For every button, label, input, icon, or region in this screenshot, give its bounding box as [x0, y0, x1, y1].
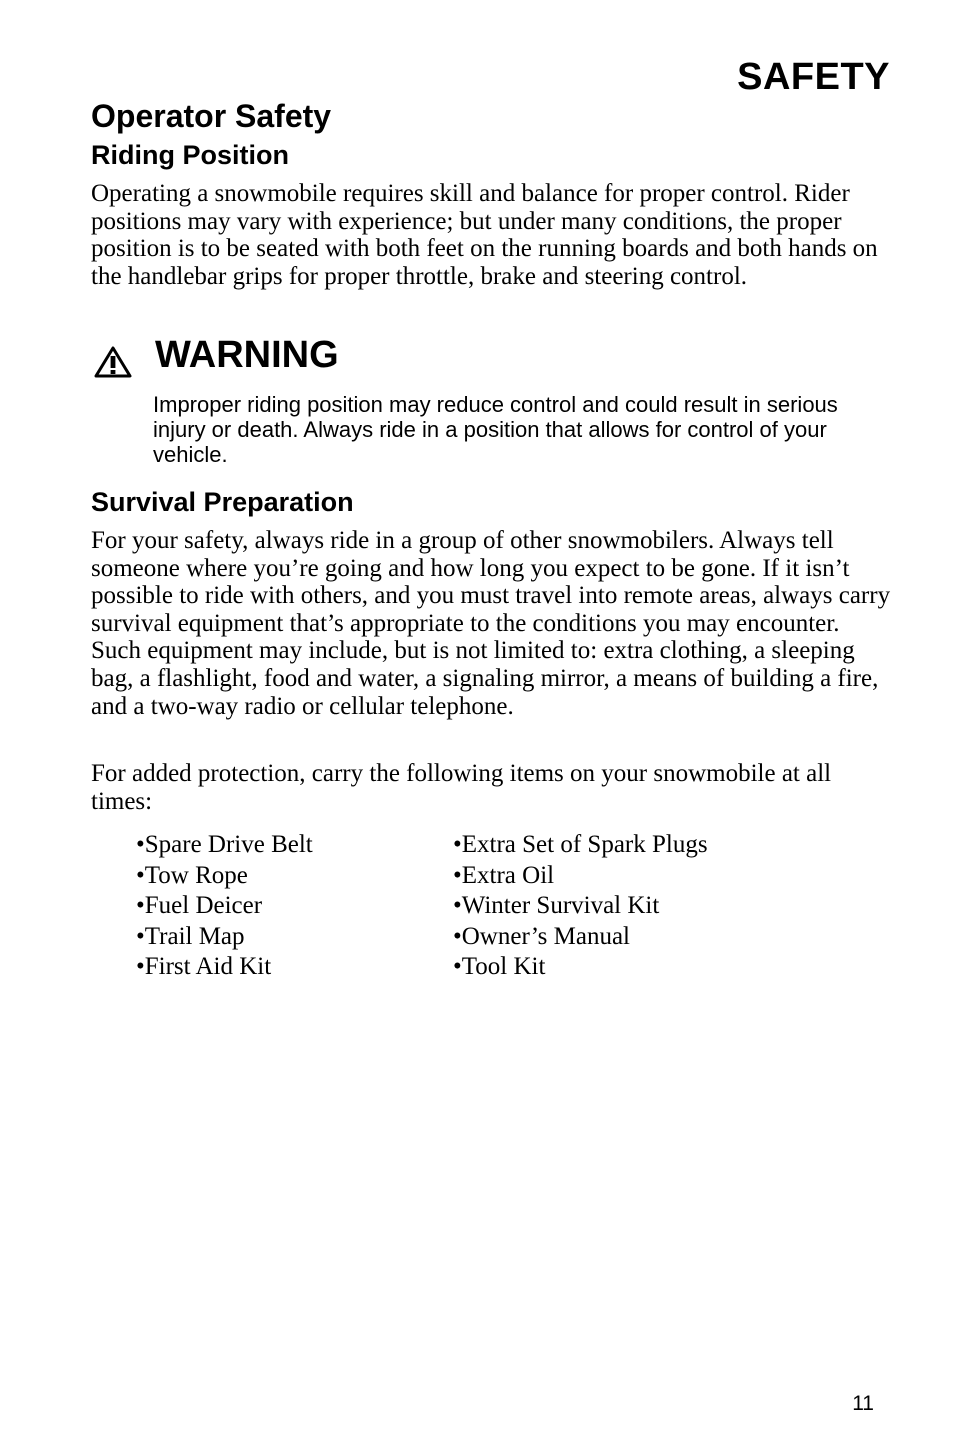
riding-position-heading: Riding Position — [91, 140, 289, 170]
list-item: •Spare Drive Belt — [136, 831, 313, 858]
list-item: •Tow Rope — [136, 861, 248, 889]
list-item: •Trail Map — [136, 922, 245, 950]
page-header-title: SAFETY — [737, 56, 890, 98]
list-item: •Winter Survival Kit — [453, 892, 660, 920]
list-item: •Extra Oil — [453, 861, 555, 889]
warning-heading: WARNING — [155, 334, 339, 376]
riding-position-paragraph: Operating a snowmobile requires skill and balance for proper control. Rider positions may vary with experience; but under many conditions, the proper position is to be seated with both feet on the running boards and both hands on the handlebar grips for proper throttle, brake and steering control. — [91, 180, 878, 290]
list-item: •Owner’s Manual — [453, 922, 631, 950]
warning-text: Improper riding position may reduce control and could result in serious injury or death. Always ride in a position that allows for control of your vehicle. — [153, 392, 838, 467]
list-item: •Tool Kit — [453, 953, 546, 981]
list-item: •Fuel Deicer — [136, 892, 263, 920]
survival-paragraph-1: For your safety, always ride in a group of other snowmobilers. Always tell someone where you’re going and how long you expect to be gone. If it isn’t possible to ride with others, and you must travel into remote areas, always carry survival equipment that’s appropriate to the conditions you may encounter. Such equipment may include, but is not limited to: extra clothing, a sleeping bag, a flashlight, food and water, a signaling mirror, a means of building a fire, and a two-way radio or cellular telephone. — [91, 527, 891, 720]
list-item: •Extra Set of Spark Plugs — [453, 831, 708, 858]
survival-paragraph-2: For added protection, carry the following items on your snowmobile at all times: — [91, 760, 832, 815]
operator-safety-heading: Operator Safety — [91, 98, 332, 134]
list-item: •First Aid Kit — [136, 953, 272, 981]
items-list-right — [453, 830, 708, 983]
items-list-left — [136, 830, 313, 983]
page-number: 11 — [852, 1392, 874, 1415]
warning-triangle-icon — [94, 346, 132, 378]
survival-preparation-heading: Survival Preparation — [91, 487, 354, 517]
